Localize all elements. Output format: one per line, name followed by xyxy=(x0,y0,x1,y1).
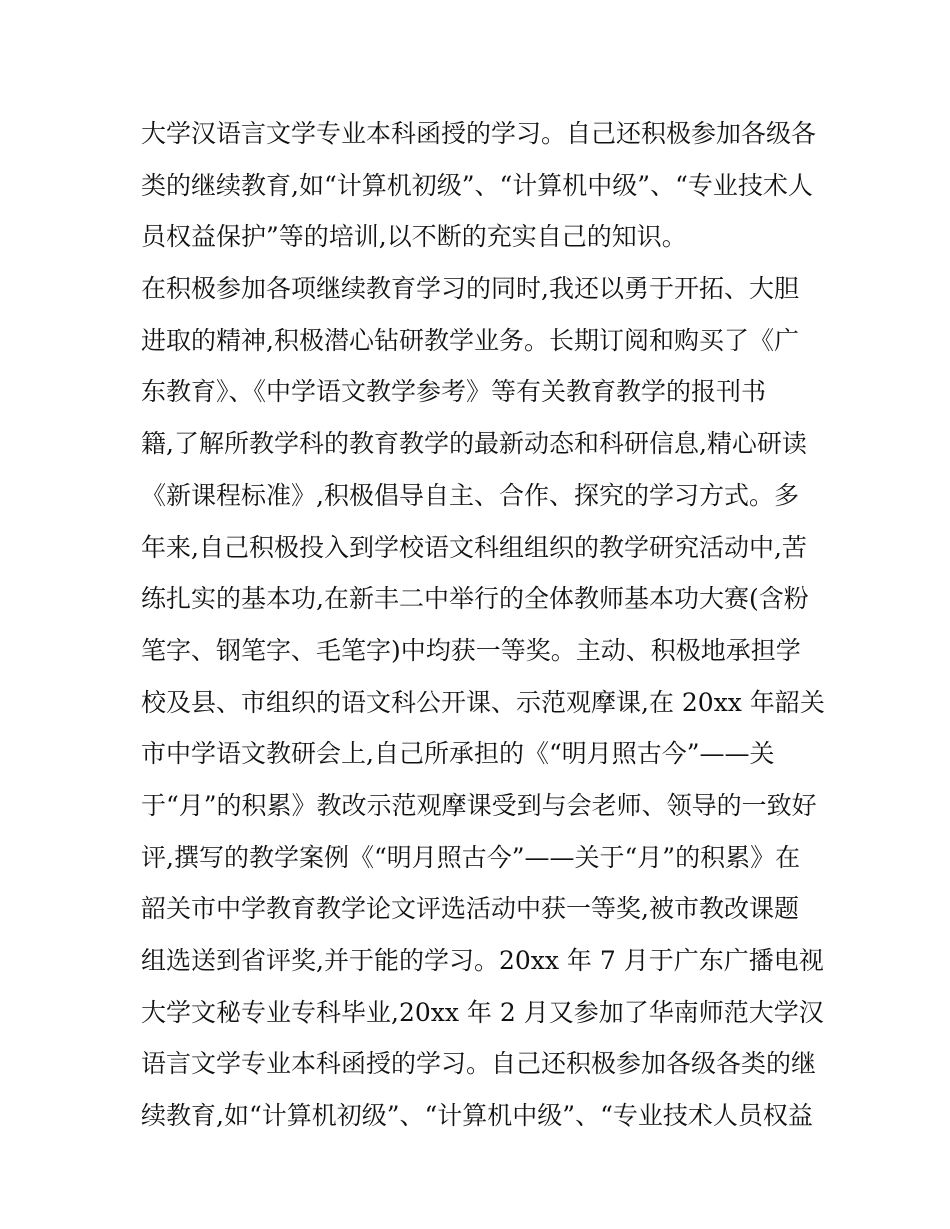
text-line: 市中学语文教研会上,自己所承担的《“明月照古今”——关 xyxy=(141,739,775,769)
text-line: 进取的精神,积极潜心钻研教学业务。长期订阅和购买了《广 xyxy=(141,325,799,355)
text-line: 年来,自己积极投入到学校语文科组组织的教学研究活动中,苦 xyxy=(141,532,807,562)
text-line: 校及县、市组织的语文科公开课、示范观摩课,在 20xx 年韶关 xyxy=(141,687,825,717)
document-body xyxy=(141,108,825,1142)
text-line: 韶关市中学教育教学论文评选活动中获一等奖,被市教改课题 xyxy=(141,894,799,924)
text-line: 语言文学专业本科函授的学习。自己还积极参加各级各类的继 xyxy=(141,1049,817,1079)
text-line: 大学文秘专业专科毕业,20xx 年 2 月又参加了华南师范大学汉 xyxy=(141,997,824,1027)
text-line: 类的继续教育,如“计算机初级”、“计算机中级”、“专业技术人 xyxy=(141,170,813,200)
text-line: 籍,了解所教学科的教育教学的最新动态和科研信息,精心研读 xyxy=(141,429,807,459)
text-line: 东教育》、《中学语文教学参考》等有关教育教学的报刊书 xyxy=(141,377,767,407)
text-line: 在积极参加各项继续教育学习的同时,我还以勇于开拓、大胆 xyxy=(141,274,799,304)
text-line: 评,撰写的教学案例《“明月照古今”——关于“月”的积累》在 xyxy=(141,842,801,872)
text-line: 《新课程标准》,积极倡导自主、合作、探究的学习方式。多 xyxy=(141,480,799,510)
text-line: 于“月”的积累》教改示范观摩课受到与会老师、领导的一致好 xyxy=(141,790,817,820)
text-line: 续教育,如“计算机初级”、“计算机中级”、“专业技术人员权益 xyxy=(141,1101,813,1131)
text-line: 练扎实的基本功,在新丰二中举行的全体教师基本功大赛(含粉 xyxy=(141,584,809,614)
text-line: 笔字、钢笔字、毛笔字)中均获一等奖。主动、积极地承担学 xyxy=(141,635,801,665)
text-line: 组选送到省评奖,并于能的学习。20xx 年 7 月于广东广播电视 xyxy=(141,946,824,975)
text-line: 员权益保护”等的培训,以不断的充实自己的知识。 xyxy=(141,222,687,252)
text-line: 大学汉语言文学专业本科函授的学习。自己还积极参加各级各 xyxy=(141,119,817,148)
